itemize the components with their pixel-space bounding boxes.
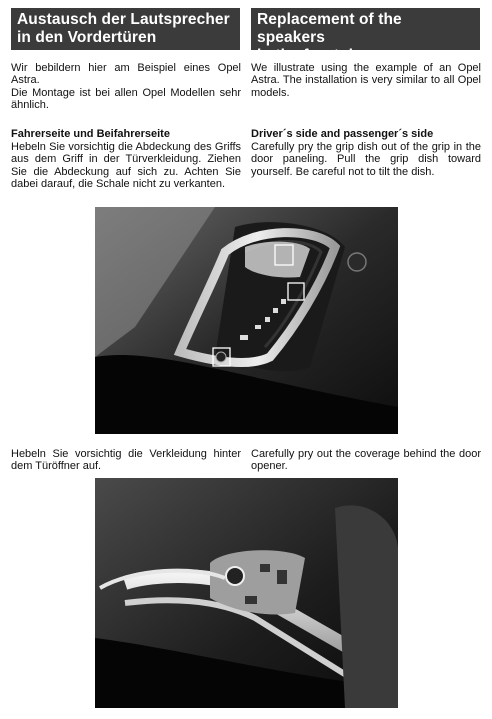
section2-text-german: Hebeln Sie vorsichtig die Verkleidung hinter dem Türöffner auf. bbox=[11, 448, 241, 473]
header-german: Austausch der Lautsprecher in den Vordertüren bbox=[11, 8, 240, 50]
section1-title-english: Driver´s side and passenger´s side bbox=[251, 128, 434, 140]
door-panel-photo bbox=[95, 207, 398, 434]
door-opener-photo bbox=[95, 478, 398, 708]
intro-english: We illustrate using the example of an Opel Astra. The installation is very similar to all Opel models. bbox=[251, 62, 481, 99]
section1-title-german: Fahrerseite und Beifahrerseite bbox=[11, 128, 170, 140]
section2-text-english: Carefully pry out the coverage behind the door opener. bbox=[251, 448, 481, 473]
intro-german: Wir bebildern hier am Beispiel eines Opel Astra. Die Montage ist bei allen Opel Modellen sehr ähnlich. bbox=[11, 62, 241, 112]
section1-text-english: Carefully pry the grip dish out of the grip in the door paneling. Pull the grip dish toward yourself. Be careful not to tilt the dish. bbox=[251, 141, 481, 178]
header-english: Replacement of the speakers in the front doors bbox=[251, 8, 480, 50]
section1-text-german: Hebeln Sie vorsichtig die Abdeckung des Griffs aus dem Griff in der Türverkleidung. Ziehen Sie die Abdeckung auf sich zu. Achten Sie dabei darauf, die Schale nicht zu verkanten. bbox=[11, 141, 241, 191]
